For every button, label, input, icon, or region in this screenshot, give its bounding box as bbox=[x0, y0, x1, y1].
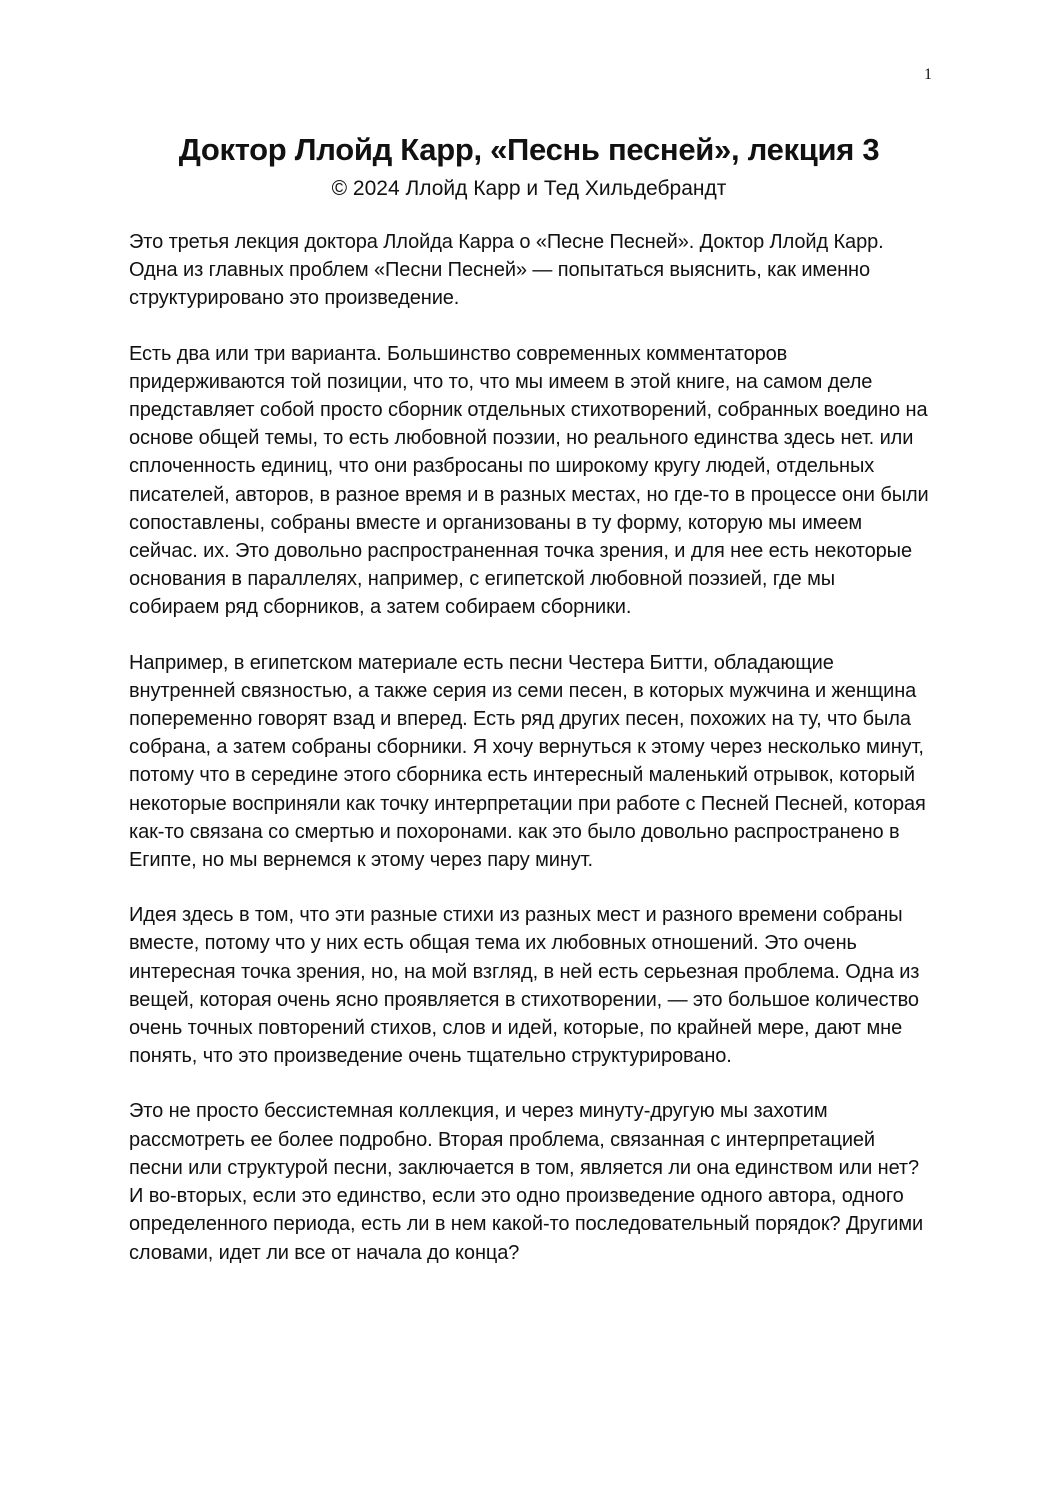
paragraph-2: Есть два или три варианта. Большинство современных комментаторов придерживаются той позиции, что то, что мы имеем в этой книге, на самом деле представляет собой просто сборник отдельных стихотворений, собранных воедино на основе общей темы, то есть любовной поэзии, но реального единства здесь нет. или сплоченность единиц, что они разбросаны по широкому кругу людей, отдельных писателей, авторов, в разное время и в разных местах, но где-то в процессе они были сопоставлены, собраны вместе и организованы в ту форму, которую мы имеем сейчас. их. Это довольно распространенная точка зрения, и для нее есть некоторые основания в параллелях, например, с египетской любовной поэзией, где мы собираем ряд сборников, а затем собираем сборники. bbox=[129, 342, 929, 619]
page-number: 1 bbox=[924, 66, 932, 83]
paragraph-4: Идея здесь в том, что эти разные стихи из разных мест и разного времени собраны вместе, потому что у них есть общая тема их любовных отношений. Это очень интересная точка зрения, но, на мой взгляд, в ней есть серьезная проблема. Одна из вещей, которая очень ясно проявляется в стихотворении, — это большое количество очень точных повторений стихов, слов и идей, которые, по крайней мере, дают мне понять, что это произведение очень тщательно структурировано. bbox=[129, 904, 920, 1068]
paragraph-3: Например, в египетском материале есть песни Честера Битти, обладающие внутренней связностью, а также серия из семи песен, в которых мужчина и женщина попеременно говорят взад и вперед. Есть ряд других песен, похожих на ту, что была собрана, а затем собраны сборники. Я хочу вернуться к этому через несколько минут, потому что в середине этого сборника есть интересный маленький отрывок, который некоторые восприняли как точку интерпретации при работе с Песней Песней, которая как-то связана со смертью и похоронами. как это было довольно распространено в Египте, но мы вернемся к этому через пару минут. bbox=[129, 651, 926, 872]
paragraph-1: Это третья лекция доктора Ллойда Карра о «Песне Песней». Доктор Ллойд Карр. Одна из главных проблем «Песни Песней» — попытаться выяснить, как именно структурировано это произведение. bbox=[129, 231, 884, 310]
document-title: Доктор Ллойд Карр, «Песнь песней», лекция 3 bbox=[178, 132, 880, 167]
document-body bbox=[129, 228, 929, 1294]
paragraph-5: Это не просто бессистемная коллекция, и через минуту-другую мы захотим рассмотреть ее более подробно. Вторая проблема, связанная с интерпретацией песни или структурой песни, заключается в том, является ли она единством или нет? И во-вторых, если это единство, если это одно произведение одного автора, одного определенного периода, есть ли в нем какой-то последовательный порядок? Другими словами, идет ли все от начала до конца? bbox=[129, 1100, 924, 1264]
copyright-line: © 2024 Ллойд Карр и Тед Хильдебрандт bbox=[331, 177, 727, 200]
